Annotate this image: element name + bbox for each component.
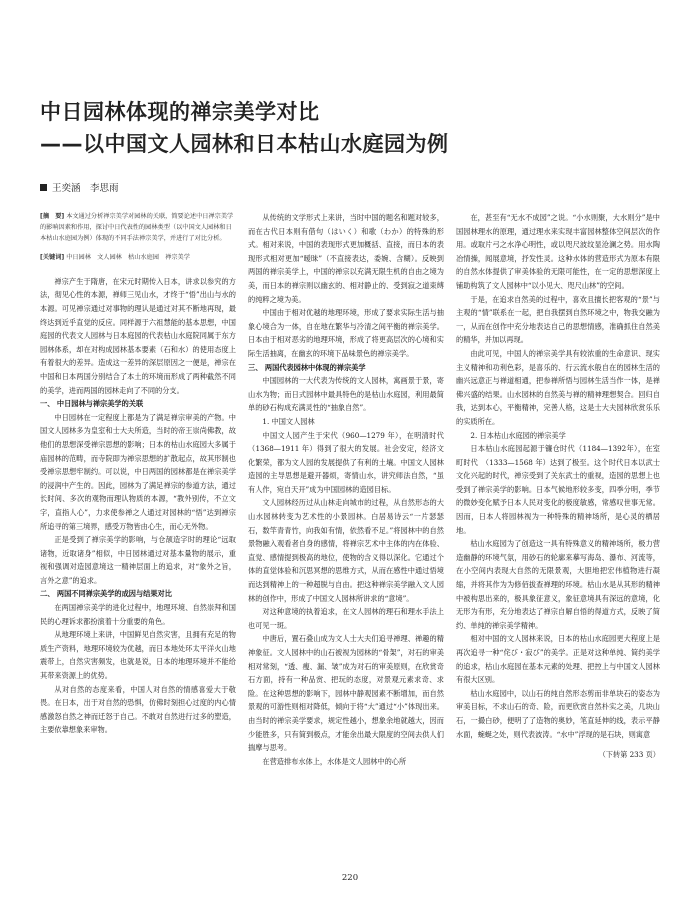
- body-paragraph: 对这种意境的执着追求，在文人园林的理石和理水手法上也可见一斑。: [248, 607, 444, 630]
- body-paragraph: 文人园林经历过从山林走向城市的过程，从自然形态的大山水园林转变为艺术性的小景园林。白居易诗云“一片瑟瑟石，数竿青青竹，向我如有情，依然看不足。”将园林中的自然景物融入观看者自身的感情，将禅宗艺术中主体的内在体验、直觉、感情提到极高的地位，使物的含义得以深化。它通过个体的直觉体验和沉思冥想的思维方式，从而在感性中通过悟境而达到精神上的一种超脱与自由。把这种禅宗美学融入文人园林的创作中，形成了中国文人园林所讲求的“意境”。: [248, 498, 444, 603]
- body-paragraph: 枯山水庭园为了创造这一具有特殊意义的精神场所，极力营造幽静的环境气氛，用砂石的轮廓来摹写海岛、瀑布、河流等，在小空间内表现大自然的无限景观，大胆地把宏伟植物进行凝缩，并将其作为为修佰拔查禅理的环境。枯山水是从其形的精神中被构思出来的，极具象征意义，象征意境具有深远的意境，化无形为有形，充分地表达了禅宗自解自悟的得道方式，反映了简约、单纯的禅宗美学精神。: [456, 539, 660, 630]
- abstract-label: [摘 要]: [40, 213, 65, 220]
- body-paragraph: 在两国禅宗美学的进化过程中，地理环境、自然崇拜和国民的心理诉求都扮演着十分重要的角色。: [40, 603, 236, 626]
- section-heading: 一、 中日园林与禅宗美学的关联: [40, 399, 144, 409]
- authors: [40, 180, 119, 194]
- title-line-2: ——以中国文人园林和日本枯山水庭园为例: [40, 132, 449, 156]
- body-paragraph: 在，甚至有“无水不成园”之说。“小水则聚，大水则分”是中国园林理水的原理，通过理水来实现丰富园林整体空间层次的作用。或取片弓之水净心明性，或以咫尺波纹显沧澜之势。用水陶冶情操，闻展意境，抒发性灵。这种水体的营造形式为原本有限的自然水体提供了审美体验的无限可能性，在一定的思想深度上铺助构筑了文人园林中“以小见大、咫尺山林”的空间。: [456, 213, 660, 290]
- keywords-text: 中日园林 文人园林 枯山水庭园 禅宗美学: [66, 253, 190, 261]
- column-1: [40, 211, 236, 879]
- body-paragraph: 中国文人园产生于宋代（960—1279 年），在明清时代（1368—1911 年）得到了很大的发展。社会安定，经济文化繁荣，都为文人园的发展提供了有利的土壤。中国文人园林造园的主导思想是避开器烦，寄情山水，讲究师法自然，“虽有人作，宛自天开”成为中国园林的造园目标。: [248, 430, 444, 494]
- body-paragraph: 于是，在追求自然美的过程中，喜欢且擅长把客观的“景”与主观的“情”联系在一起，把自我摆到自然环境之中，物我交融为一，从而在创作中充分地表达自己的思想情感，准确抓住自然美的精华，并加以再现。: [456, 294, 660, 345]
- article-title: [40, 96, 660, 160]
- body-paragraph: 从地理环境上来讲，中国鲜见自然灾害，且拥有充足的物质生产资料，地理环境较为优越，而日本地处环太平洋火山地震带上，自然灾害频发，也就是说，日本的地理环境并不能给其带来资源上的优势。: [40, 630, 236, 681]
- page-number: 220: [341, 873, 359, 883]
- section-heading: 二、 两国不同禅宗美学的成因与结果对比: [40, 589, 172, 599]
- column-3: [456, 211, 660, 879]
- title-line-1: 中日园林体现的禅宗美学对比: [40, 100, 320, 124]
- body-paragraph: 禅宗产生于隋唐，在宋元时期传入日本，讲求以参究的方法，彻见心性的本源，禅师三见山水，才终于“悟”出山与水的本源。可见禅宗通过对事物的理认是通过对其不断地再现，最终达到近乎直觉的反应。同样源于六祖慧能的基本思想，中国庭园的代表文人园林与日本庭园的代表枯山水庭院同属于东方园林体系，却在对构成园林基本要素（石和水）的使用态度上有着很大的差异。造成这一差异的深层原因之一便是，禅宗在中国和日本两国分别结合了本土的环境而形成了两种截然不同的美学，进而两国的园林走向了不同的分支。: [40, 276, 236, 395]
- body-paragraph: 中国由于相对优越的地理环境，形成了要求实际生活与抽象心境合为一体，自在地在繁华与冷清之间平衡的禅宗美学。日本由于相对恶劣的地理环境，形成了将更高层次的心境和实际生活抽离，在幽玄的环境下品味景色的禅宗美学。: [248, 308, 444, 358]
- subsection-heading: 2. 日本枯山水庭园的禅宗美学: [470, 430, 566, 440]
- subsection-heading: 1. 中国文人园林: [262, 416, 315, 426]
- author-names: 王奕涵 李思雨: [52, 183, 119, 194]
- body-paragraph: 中国园林的一大代表为传统的文人园林，寓画景于景，寄山水为物；而日式园林中最具特色的是枯山水庭园，利用最简单的砂石构成充满灵性的“抽象自然”。: [248, 376, 444, 413]
- abstract-text: 本文通过分析禅宗美学对园林的关联，简要论述中日禅宗美学的影响因素和作用，探讨中日代表性的园林类型（以中国文人园林和日本枯山水庭园为例）体现的不同手法禅宗美学，并进行了对比分析。: [40, 213, 234, 243]
- body-paragraph: 正是受到了禅宗美学的影响，与仓颉造字时的理论“远取诸物，近取诸身”相似，中日园林通过对基本量物的展示，重视和强调对造园意境这一精神层面上的追求，对“象外之旨，言外之意”的追求。: [40, 535, 236, 585]
- section-heading: 三、 两国代表园林中体现的禅宗美学: [248, 362, 366, 372]
- continued-note: （下转第 233 页）: [598, 750, 660, 760]
- body-paragraph: 由此可见，中国人的禅宗美学具有较浓重的生命意识、现实主义精神和功利色彩，是喜乐的、行云流水般自在的园林生活的幽兴远意正与禅道相通，把参禅所悟与园林生活当作一体，是禅佛兴盛的结果。山水园林的自然美与禅的精神理想契合。回归自我，达到本心，平衡精神，完善人格，这是士大夫园林欣赏乐乐的实质所在。: [456, 348, 660, 426]
- column-3-body: [456, 211, 660, 762]
- keywords: [40, 252, 236, 263]
- body-paragraph: 中唐后，置石叠山成为文人士大夫们追寻禅理、禅趣的精神象征。文人园林中的山石被视为园林的“骨架”，对石的审美相对常刻，“透、瘦、漏、皱”成为对石的审美原则，在欣赏奇石方面，持有一种品赏、把玩的态度，对景观元素求奇、求险。在这种思想的影响下，园林中静观园素不断增加，而自然景观的可游性则相对降低，倾向于将“大”通过“小”体现出来。由当时的禅宗美学要求，规定性越小，想象余地就越大，因而少能胜多，只有简到极点，才能余出最大限度的空间去供人们揣摩与思考。: [248, 634, 444, 753]
- body-paragraph: 相对中国的文人园林来说，日本的枯山水庭园更大程度上是再次追寻一种“侘び・寂び”的美学。正是对这种单纯、简约美学的追求，枯山水庭园在基本元素的处理、把控上与中国文人园林有很大区别。: [456, 634, 660, 685]
- body-paragraph: 从对自然的态度来看，中国人对自然的情感喜爱大于敬畏。在日本，出于对自然的恐惧，仿佛时刻担心过度的内心情感激怒自然之神而迁怒于自己。不敢对自然进行过多的塑造，主要依靠想象来审物。: [40, 684, 236, 735]
- body-paragraph: 日本枯山水庭园起源于镰仓时代（1184—1392年），在室町时代 （1333—1568 年）达到了极至。这个时代日本以武士文化兴起的时代，禅宗受到了关东武士的重视，造园的思想上也受到了禅宗美学的影响。日本气候地形较多变，四季分明，季节的微妙变化赋予日本人民对变化的极度敏感，常感叹世事无常。因而，日本人将园林视为一种特殊的精神场所，是心灵的栖居地。: [456, 444, 660, 535]
- column-2: [248, 211, 444, 879]
- body-paragraph: 从传统的文学形式上来讲，当时中国的题名和题对较多，而在古代日本则有借句（はいく）和歌（わか）的特殊的形式。相对来说，中国的表现形式更加概括、直接，而日本的表现形式相对更加“暧昧”（不直接表达，委婉、含糊）。反映到两国的禅宗美学上，中国的禅宗以充满无限生机的自由之境为美，而日本的禅宗则以幽玄的、相对静止的、受到寂之道束缚的纯粹之境为美。: [248, 213, 444, 304]
- keywords-label: [关键词]: [40, 253, 65, 261]
- square-bullet-icon: [40, 184, 47, 191]
- body-paragraph: 枯山水庭园中，以山石的纯自然形态剪而非单块石的姿态为审美目标，不求山石的奇、险，而更欣赏自然朴实之美，几块山石，一撮白砂，便明了了造物的奥妙，笔直延伸的线，表示平静水面，蜿蜒之处，则代表波涛。“水中”浮现的是石块，则寓意: [456, 688, 660, 739]
- column-2-body: [248, 211, 444, 768]
- column-1-body: [40, 275, 236, 737]
- body-paragraph: 在营造排布水体上，水体是文人园林中的心所: [262, 756, 407, 766]
- body-paragraph: 中日园林在一定程度上都是为了满足禅宗审美的产物。中国文人园林多为皇室和士大夫所造，当时的帝王崇尚佛教，故他们的思想深受禅宗思想的影响；日本的枯山水庭园大多属于庙园林的范畴，而寺院即为禅宗思想的扩散起点，故其形制也受禅宗思想牢制约。可以说，中日两国的园林都是在禅宗美学的浸润中产生的。因此，园林为了满足禅宗的参道方法，通过长时间、多次的观物而理认物质的本源，“教外别传，不立文字，直指人心”，力求使参禅之人通过对园林的“悟”达到禅宗所追寻的第三境界，感受万物皆由心生，而心无外物。: [40, 412, 236, 531]
- abstract: [40, 211, 236, 245]
